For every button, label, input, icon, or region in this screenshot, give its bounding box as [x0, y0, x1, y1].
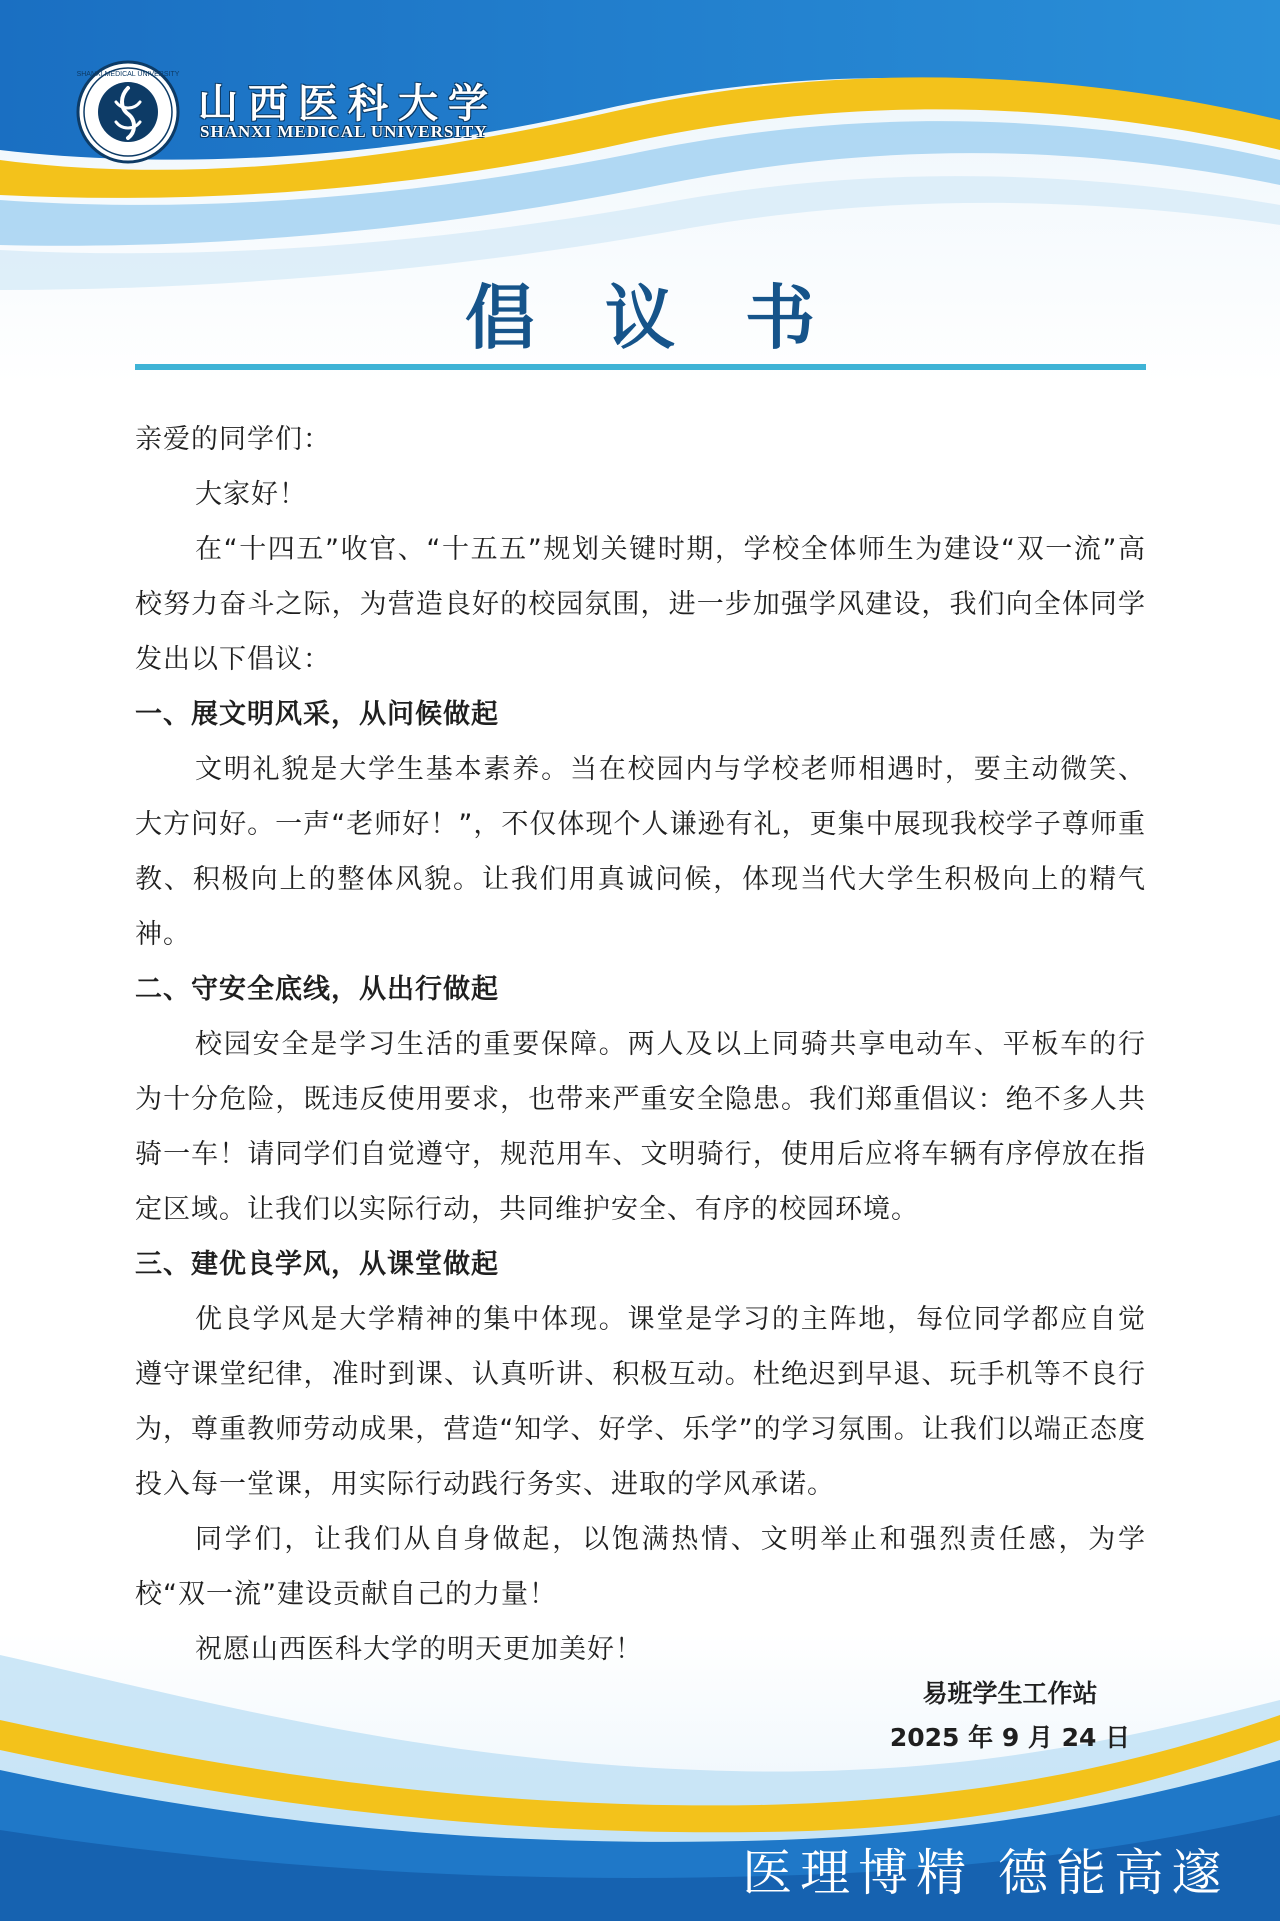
- university-header: [76, 58, 516, 168]
- section-heading: 三、建优良学风，从课堂做起: [135, 1249, 499, 1280]
- section-paragraph: 校园安全是学习生活的重要保障。两人及以上同骑共享电动车、平板车的行为十分危险，既违反使用要求，也带来严重安全隐患。我们郑重倡议：绝不多人共骑一车！请同学们自觉遵守，规范用车、文明骑行，使用后应将车辆有序停放在指定区域。让我们以实际行动，共同维护安全、有序的校园环境。: [135, 1029, 1146, 1225]
- wish-paragraph: 祝愿山西医科大学的明天更加美好！: [195, 1634, 643, 1665]
- university-name-english: SHANXI MEDICAL UNIVERSITY: [200, 122, 488, 141]
- university-name-chinese: 山西医科大学: [198, 80, 498, 127]
- greeting: 大家好！: [195, 479, 307, 510]
- intro-paragraph: 在“十四五”收官、“十五五”规划关键时期，学校全体师生为建设“双一流”高校努力奋斗之际，为营造良好的校园氛围，进一步加强学风建设，我们向全体同学发出以下倡议：: [135, 534, 1146, 675]
- section-paragraph: 优良学风是大学精神的集中体现。课堂是学习的主阵地，每位同学都应自觉遵守课堂纪律，准时到课、认真听讲、积极互动。杜绝迟到早退、玩手机等不良行为，尊重教师劳动成果，营造“知学、好学、乐学”的学习氛围。让我们以端正态度投入每一堂课，用实际行动践行务实、进取的学风承诺。: [135, 1304, 1146, 1500]
- university-seal-logo: [76, 60, 180, 164]
- document-title: 倡议书: [465, 276, 885, 359]
- university-motto: 医理博精 德能高邃: [742, 1844, 1230, 1902]
- section-paragraph: 文明礼貌是大学生基本素养。当在校园内与学校老师相遇时，要主动微笑、大方问好。一声“老师好！”，不仅体现个人谦逊有礼，更集中展现我校学子尊师重教、积极向上的整体风貌。让我们用真诚问候，体现当代大学生积极向上的精气神。: [135, 754, 1146, 950]
- section-heading: 一、展文明风采，从问候做起: [135, 699, 499, 730]
- section-heading: 二、守安全底线，从出行做起: [135, 974, 499, 1005]
- salutation: 亲爱的同学们：: [135, 424, 331, 455]
- closing-paragraph: 同学们，让我们从自身做起，以饱满热情、文明举止和强烈责任感，为学校“双一流”建设贡献自己的力量！: [135, 1524, 1146, 1610]
- svg-text:SHANXI MEDICAL UNIVERSITY: SHANXI MEDICAL UNIVERSITY: [76, 71, 180, 78]
- title-divider: [135, 364, 1146, 370]
- signature-date: 2025 年 9 月 24 日: [889, 1723, 1131, 1752]
- signature-block: [880, 1672, 1140, 1760]
- letter-body: [135, 412, 1146, 1677]
- signature-organization: 易班学生工作站: [922, 1679, 1098, 1708]
